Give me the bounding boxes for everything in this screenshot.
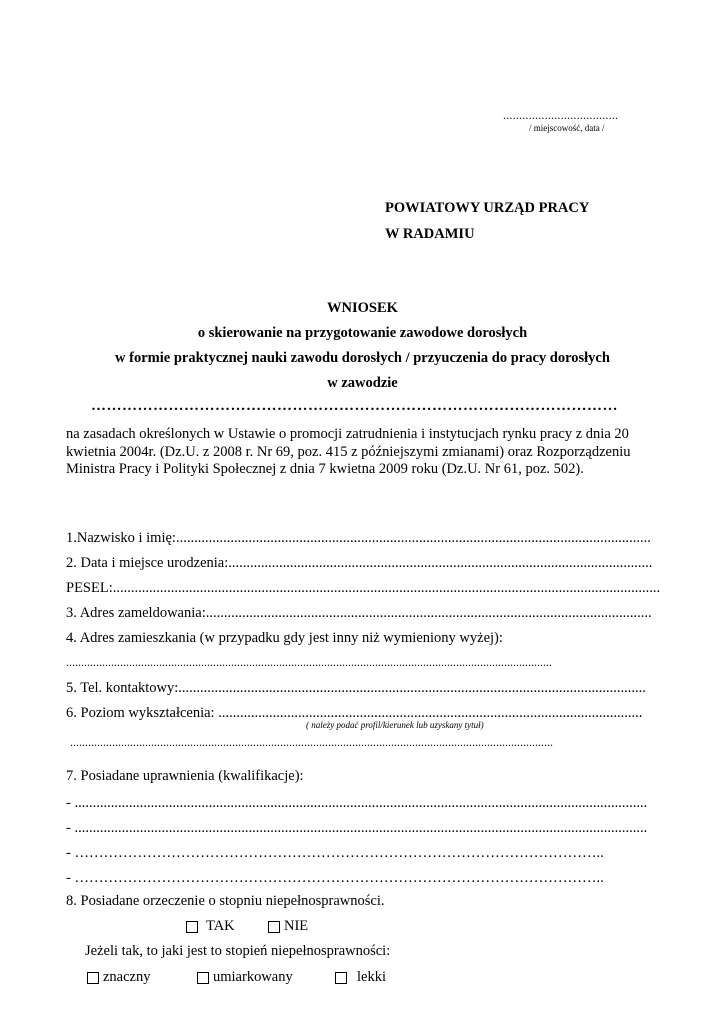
moderate-label: umiarkowany bbox=[213, 969, 293, 985]
name-field[interactable]: 1.Nazwisko i imię:................................................................................................................................... bbox=[66, 530, 651, 546]
no-checkbox[interactable] bbox=[268, 921, 280, 933]
yes-label: TAK bbox=[206, 918, 235, 934]
recipient-line-2: W RADAMIU bbox=[385, 226, 475, 242]
degree-question: Jeżeli tak, to jaki jest to stopień niepełnosprawności: bbox=[85, 943, 391, 959]
qualifications-label: 7. Posiadane uprawnienia (kwalifikacje): bbox=[66, 768, 304, 784]
education-field[interactable]: 6. Poziom wykształcenia: ..................................................................................................................... bbox=[66, 705, 643, 721]
pesel-field[interactable]: PESEL:....................................................................................................................................................... bbox=[66, 580, 661, 596]
residence-address-field[interactable]: .................................................................................................................................................................. bbox=[66, 655, 552, 669]
recipient-line-1: POWIATOWY URZĄD PRACY bbox=[385, 200, 590, 216]
qualification-line-2[interactable]: - .............................................................................................................................................................. bbox=[66, 820, 648, 836]
education-extra-field[interactable]: ................................................................................................................................................................. bbox=[70, 735, 553, 749]
document-heading: WNIOSEK bbox=[327, 300, 398, 316]
mild-label: lekki bbox=[357, 969, 386, 985]
birth-field[interactable]: 2. Data i miejsce urodzenia:..................................................................................................................... bbox=[66, 555, 653, 571]
profession-field[interactable]: ………………………………………………………………………………………… bbox=[91, 398, 618, 414]
mild-checkbox[interactable] bbox=[335, 972, 347, 984]
legal-basis-text: na zasadach określonych w Ustawie o promocji zatrudnienia i instytucjach rynku pracy z dnia 20 kwietnia 2004r. (Dz.U. z 2008 r. Nr 69, poz. 415 z późniejszymi zmianami) oraz Rozporządzeniu Ministra Pracy i Polityki Społecznej z dnia 7 kwietna 2009 roku (Dz.U. Nr 61, poz. 502). bbox=[66, 426, 631, 477]
qualification-line-4[interactable]: - ……………………………………………………………………………………………….. bbox=[66, 870, 604, 886]
disability-label: 8. Posiadane orzeczenie o stopniu niepełnosprawności. bbox=[66, 893, 385, 909]
place-date-line[interactable]: .................................... bbox=[503, 108, 619, 122]
moderate-checkbox[interactable] bbox=[197, 972, 209, 984]
significant-option[interactable] bbox=[87, 969, 151, 986]
title-line-3: w zawodzie bbox=[327, 375, 398, 391]
title-line-1: o skierowanie na przygotowanie zawodowe dorosłych bbox=[197, 325, 528, 341]
significant-checkbox[interactable] bbox=[87, 972, 99, 984]
title-line-2: w formie praktycznej nauki zawodu dorosłych / przyuczenia do pracy dorosłych bbox=[115, 350, 610, 366]
phone-field[interactable]: 5. Tel. kontaktowy:................................................................................................................................. bbox=[66, 680, 646, 696]
moderate-option[interactable] bbox=[197, 969, 293, 986]
residence-address-label: 4. Adres zamieszkania (w przypadku gdy jest inny niż wymieniony wyżej): bbox=[66, 630, 503, 646]
significant-label: znaczny bbox=[103, 969, 151, 985]
place-date-caption: / miejscowość, data / bbox=[529, 123, 605, 133]
no-label: NIE bbox=[284, 918, 309, 934]
yes-checkbox[interactable] bbox=[186, 921, 198, 933]
registered-address-field[interactable]: 3. Adres zameldowania:........................................................................................................................... bbox=[66, 605, 652, 621]
education-hint: ( należy podać profil/kierunek lub uzyskany tytuł) bbox=[306, 720, 484, 730]
qualification-line-1[interactable]: - .............................................................................................................................................................. bbox=[66, 795, 648, 811]
qualification-line-3[interactable]: - ……………………………………………………………………………………………….. bbox=[66, 845, 604, 861]
yes-option[interactable] bbox=[186, 918, 235, 935]
no-option[interactable] bbox=[268, 918, 308, 935]
mild-option[interactable] bbox=[335, 969, 386, 986]
